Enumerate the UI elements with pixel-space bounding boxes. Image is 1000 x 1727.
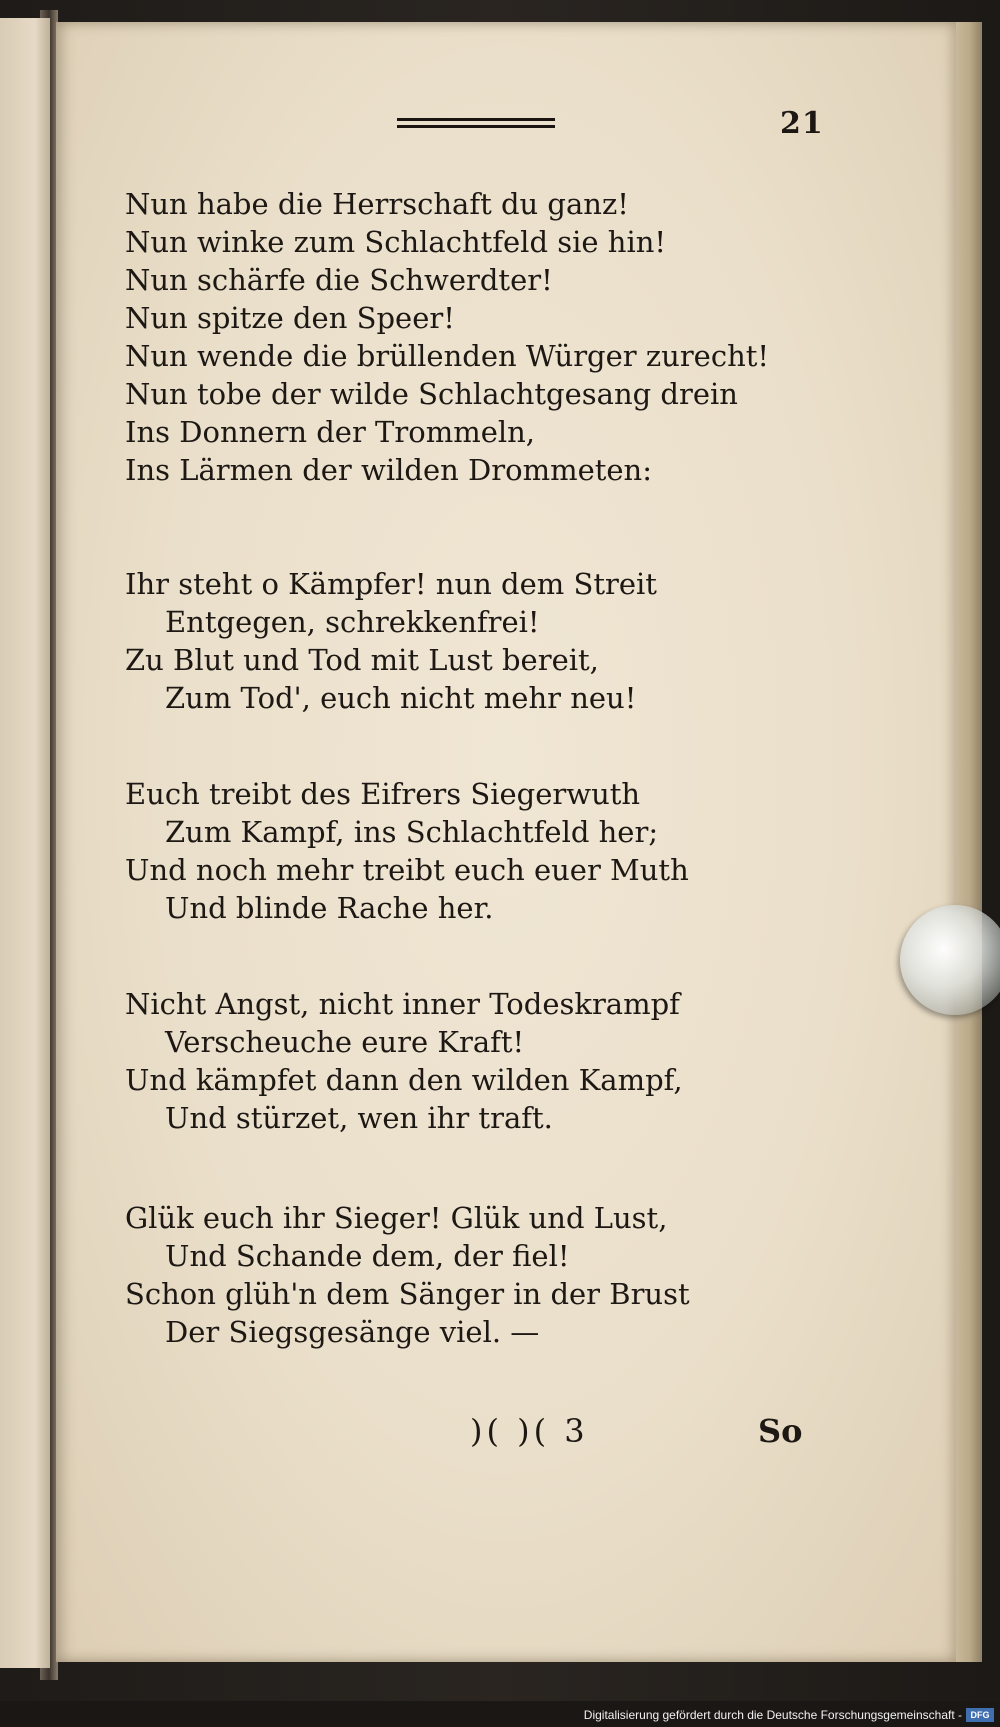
poem-line: Glük euch ihr Sieger! Glük und Lust, bbox=[125, 1201, 668, 1235]
stanza-4 bbox=[125, 985, 885, 1137]
stanza-3 bbox=[125, 775, 885, 927]
poem-line: Nun schärfe die Schwerdter! bbox=[125, 263, 553, 297]
poem-line: Nun tobe der wilde Schlachtgesang drein bbox=[125, 377, 738, 411]
poem-line: Zum Tod', euch nicht mehr neu! bbox=[165, 681, 637, 715]
funding-credit: Digitalisierung gefördert durch die Deutsche Forschungsgemeinschaft - bbox=[583, 1708, 962, 1722]
poem-line: Entgegen, schrekkenfrei! bbox=[165, 605, 540, 639]
poem-line: Der Siegsgesänge viel. — bbox=[165, 1315, 540, 1349]
poem-line: Ihr steht o Kämpfer! nun dem Streit bbox=[125, 567, 657, 601]
stanza-2 bbox=[125, 565, 885, 717]
page-clip bbox=[900, 905, 1000, 1015]
dfg-logo: DFG bbox=[966, 1708, 994, 1722]
poem-line: Und Schande dem, der fiel! bbox=[165, 1239, 570, 1273]
footer-bar bbox=[0, 1701, 1000, 1727]
poem-line: Nun habe die Herrschaft du ganz! bbox=[125, 187, 629, 221]
poem-line: Und stürzet, wen ihr traft. bbox=[165, 1101, 553, 1135]
poem-line: Zu Blut und Tod mit Lust bereit, bbox=[125, 643, 599, 677]
poem-line: Euch treibt des Eifrers Siegerwuth bbox=[125, 777, 641, 811]
poem-line: Nun winke zum Schlachtfeld sie hin! bbox=[125, 225, 667, 259]
poem-line: Nun wende die brüllenden Würger zurecht! bbox=[125, 339, 770, 373]
poem-line: Ins Lärmen der wilden Drommeten: bbox=[125, 453, 652, 487]
poem-line: Nun spitze den Speer! bbox=[125, 301, 455, 335]
poem-line: Zum Kampf, ins Schlachtfeld her; bbox=[165, 815, 659, 849]
stanza-5 bbox=[125, 1199, 885, 1351]
header-rule bbox=[397, 118, 555, 132]
poem-line: Nicht Angst, nicht inner Todeskrampf bbox=[125, 987, 680, 1021]
poem-text bbox=[125, 185, 885, 1351]
stanza-1 bbox=[125, 185, 885, 489]
poem-line: Und noch mehr treibt euch euer Muth bbox=[125, 853, 689, 887]
poem-line: Verscheuche eure Kraft! bbox=[165, 1025, 525, 1059]
catchword: So bbox=[758, 1412, 803, 1450]
poem-line: Ins Donnern der Trommeln, bbox=[125, 415, 536, 449]
signature-mark: )( )( 3 bbox=[470, 1412, 589, 1450]
page-number: 21 bbox=[780, 106, 824, 141]
poem-line: Schon glüh'n dem Sänger in der Brust bbox=[125, 1277, 690, 1311]
poem-line: Und kämpfet dann den wilden Kampf, bbox=[125, 1063, 683, 1097]
page-foot bbox=[0, 1412, 1000, 1462]
poem-line: Und blinde Rache her. bbox=[165, 891, 494, 925]
